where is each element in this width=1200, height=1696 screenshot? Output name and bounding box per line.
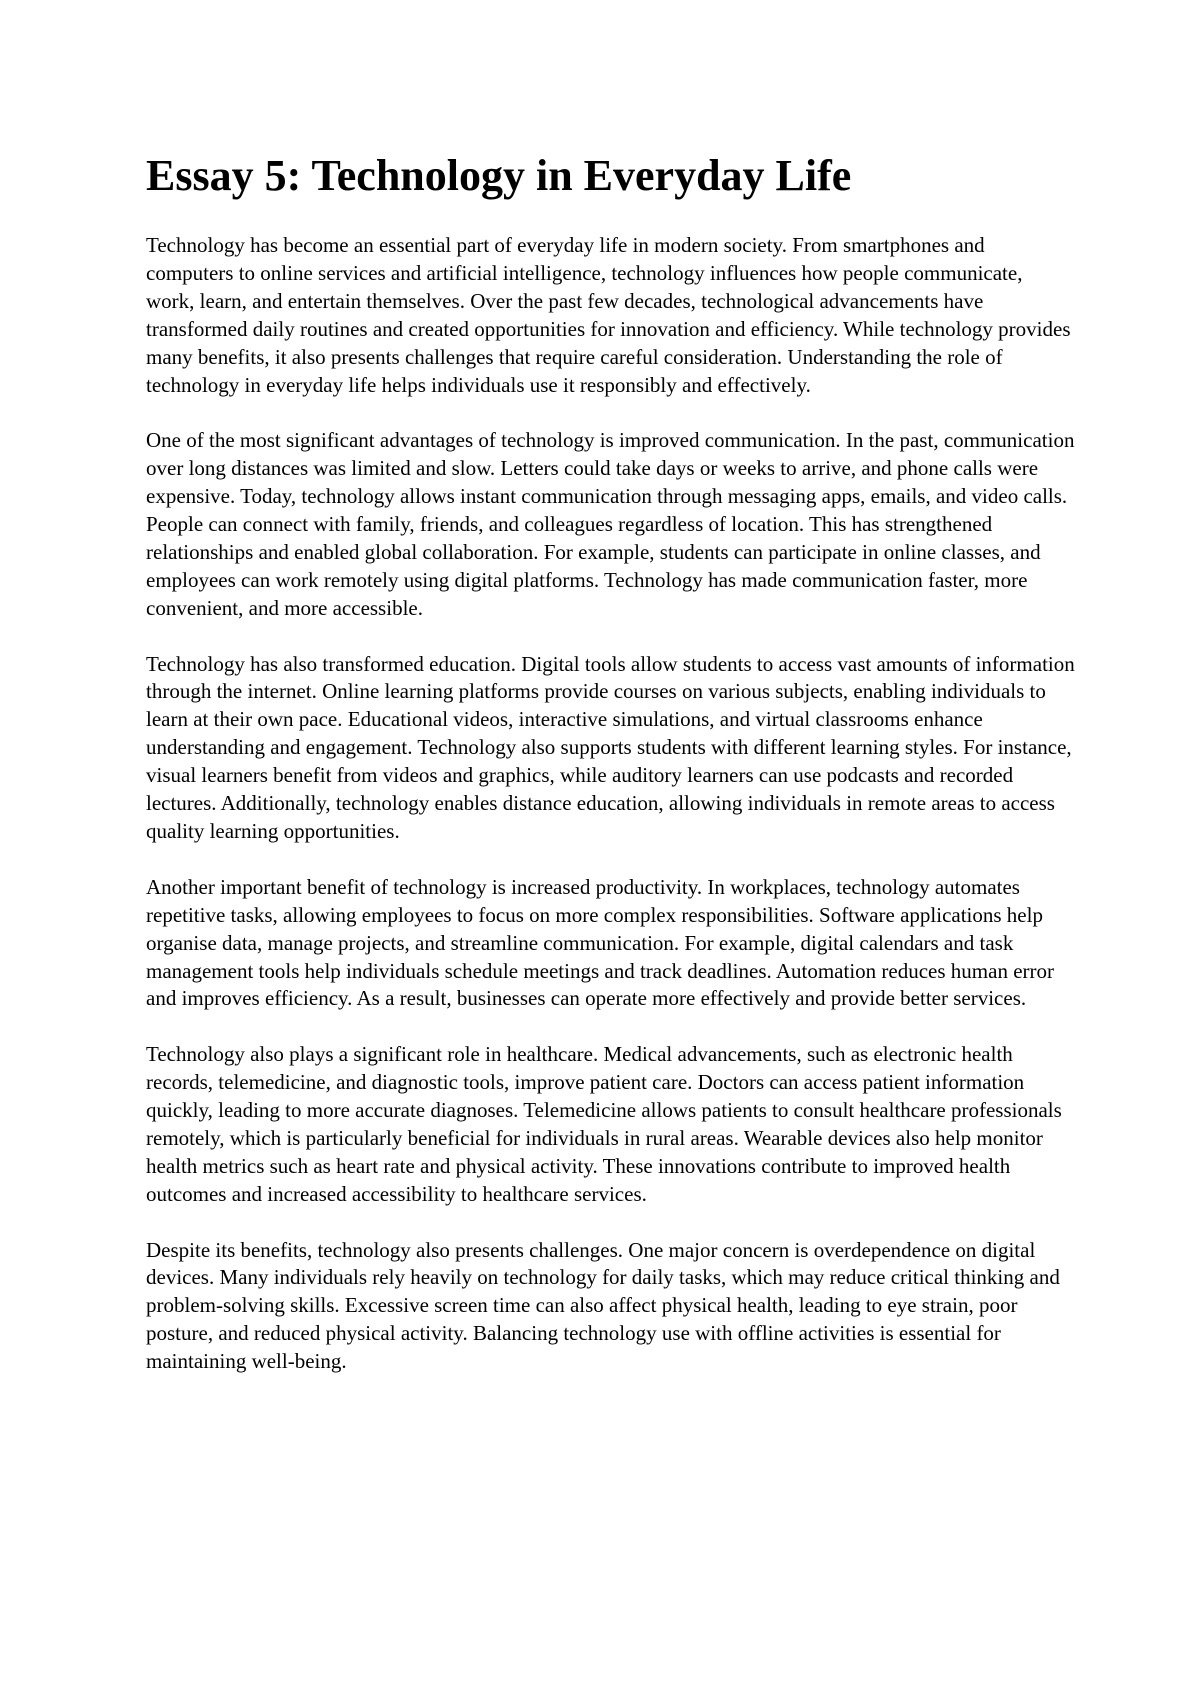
paragraph-education: Technology has also transformed education. Digital tools allow students to access vast amounts of information through the internet. Online learning platforms provide courses on various subjects, enabling individuals to learn at their own pace. Educational videos, interactive simulations, and virtual classrooms enhance understanding and engagement. Technology also supports students with different learning styles. For instance, visual learners benefit from videos and graphics, while auditory learners can use podcasts and recorded lectures. Additionally, technology enables distance education, allowing individuals in remote areas to access quality learning opportunities.	[146, 651, 1075, 843]
paragraph-healthcare: Technology also plays a significant role in healthcare. Medical advancements, such as electronic health records, telemedicine, and diagnostic tools, improve patient care. Doctors can access patient information quickly, leading to more accurate diagnoses. Telemedicine allows patients to consult healthcare professionals remotely, which is particularly beneficial for individuals in rural areas. Wearable devices also help monitor health metrics such as heart rate and physical activity. These innovations contribute to improved health outcomes and increased accessibility to healthcare services.	[146, 1042, 1062, 1206]
document-body	[146, 150, 1076, 1404]
paragraph-introduction: Technology has become an essential part of everyday life in modern society. From smartphones and computers to online services and artificial intelligence, technology influences how people communicate, work, learn, and entertain themselves. Over the past few decades, technological advancements have transformed daily routines and created opportunities for innovation and efficiency. While technology provides many benefits, it also presents challenges that require careful consideration. Understanding the role of technology in everyday life helps individuals use it responsibly and effectively.	[146, 233, 1071, 397]
paragraph-productivity: Another important benefit of technology is increased productivity. In workplaces, technology automates repetitive tasks, allowing employees to focus on more complex responsibilities. Software applications help organise data, manage projects, and streamline communication. For example, digital calendars and task management tools help individuals schedule meetings and track deadlines. Automation reduces human error and improves efficiency. As a result, businesses can operate more effectively and provide better services.	[146, 874, 1054, 1011]
paragraph-challenges: Despite its benefits, technology also presents challenges. One major concern is overdependence on digital devices. Many individuals rely heavily on technology for daily tasks, which may reduce critical thinking and problem-solving skills. Excessive screen time can also affect physical health, leading to eye strain, poor posture, and reduced physical activity. Balancing technology use with offline activities is essential for maintaining well-being.	[146, 1237, 1060, 1374]
paragraph-communication: One of the most significant advantages of technology is improved communication. In the past, communication over long distances was limited and slow. Letters could take days or weeks to arrive, and phone calls were expensive. Today, technology allows instant communication through messaging apps, emails, and video calls. People can connect with family, friends, and colleagues regardless of location. This has strengthened relationships and enabled global collaboration. For example, students can participate in online classes, and employees can work remotely using digital platforms. Technology has made communication faster, more convenient, and more accessible.	[146, 428, 1075, 620]
essay-title: Essay 5: Technology in Everyday Life	[146, 151, 852, 200]
